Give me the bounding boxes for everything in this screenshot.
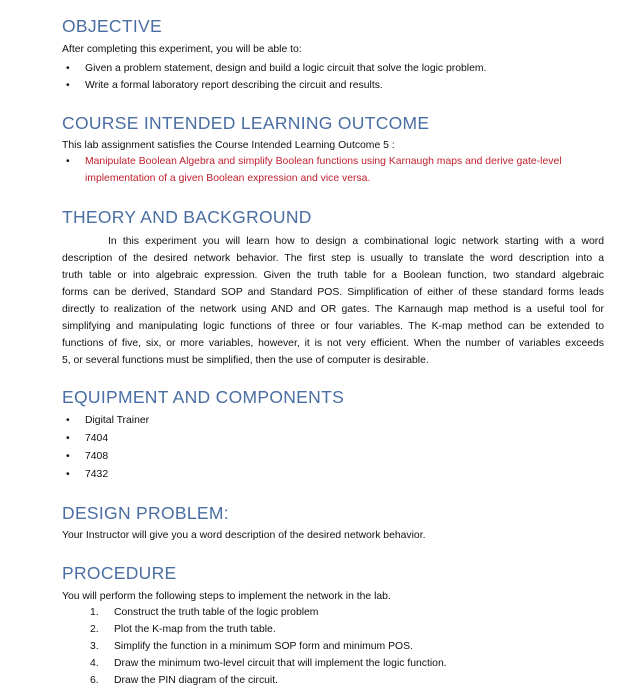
objective-intro: After completing this experiment, you will be able to: [62, 44, 302, 55]
paragraph-line: truth table or into algebraic expression. Given the truth table for a Boolean function, two standard algebraic [62, 270, 604, 281]
list-item [66, 80, 383, 91]
procedure-heading: PROCEDURE [62, 563, 177, 583]
step-number: 6. [90, 675, 99, 686]
list-item [66, 415, 149, 426]
bullet-icon: • [66, 469, 70, 480]
list-item-text: Given a problem statement, design and build a logic circuit that solve the logic problem. [85, 63, 487, 74]
cilo-intro: This lab assignment satisfies the Course Intended Learning Outcome 5 : [62, 140, 395, 151]
step-text: Construct the truth table of the logic problem [114, 607, 319, 618]
step-text: Draw the minimum two-level circuit that will implement the logic function. [114, 658, 447, 669]
paragraph-line: simplifying and manipulating logic functions of three or four variables. The K-map method can be extended to [62, 321, 604, 332]
procedure-step [90, 641, 413, 652]
list-item [66, 433, 108, 444]
equipment-heading: EQUIPMENT AND COMPONENTS [62, 387, 345, 407]
step-text: Draw the PIN diagram of the circuit. [114, 675, 279, 686]
bullet-icon: • [66, 63, 70, 74]
bullet-icon: • [66, 80, 70, 91]
step-number: 3. [90, 641, 99, 652]
design-heading: DESIGN PROBLEM: [62, 503, 229, 523]
list-item-text: Digital Trainer [85, 415, 150, 426]
procedure-intro: You will perform the following steps to implement the network in the lab. [62, 591, 391, 602]
bullet-icon: • [66, 156, 70, 167]
objective-heading: OBJECTIVE [62, 16, 162, 36]
cilo-heading: COURSE INTENDED LEARNING OUTCOME [62, 113, 430, 133]
bullet-icon: • [66, 433, 70, 444]
paragraph-line: forms can be derived, Standard SOP and Standard POS. Simplification of either of these standard forms leads [62, 287, 604, 298]
bullet-icon: • [66, 451, 70, 462]
list-item-continuation: implementation of a given Boolean expression and vice versa. [85, 173, 371, 184]
procedure-step [90, 607, 318, 618]
list-item-text: 7432 [85, 469, 109, 480]
procedure-step [90, 675, 278, 686]
step-number: 2. [90, 624, 99, 635]
paragraph-line: directly to realization of the network using AND and OR gates. The Karnaugh map method is a useful tool for [62, 304, 604, 315]
paragraph-line: 5, or several functions must be simplified, then the use of computer is desirable. [62, 355, 429, 366]
step-number: 1. [90, 607, 99, 618]
design-text: Your Instructor will give you a word description of the desired network behavior. [62, 530, 426, 541]
theory-heading: THEORY AND BACKGROUND [62, 207, 312, 227]
list-item-text: 7408 [85, 451, 109, 462]
step-text: Simplify the function in a minimum SOP form and minimum POS. [114, 641, 413, 652]
paragraph-line: In this experiment you will learn how to design a combinational logic network starting with a word [108, 236, 604, 247]
bullet-icon: • [66, 415, 70, 426]
list-item-text: Manipulate Boolean Algebra and simplify Boolean functions using Karnaugh maps and derive gate-level [85, 156, 562, 167]
paragraph-line: functions of five, six, or more variables, however, it is not very efficient. When the number of variables exceeds [62, 338, 604, 349]
list-item [66, 156, 562, 167]
step-number: 4. [90, 658, 99, 669]
procedure-step [90, 624, 276, 635]
list-item [66, 469, 108, 480]
list-item [66, 63, 486, 74]
paragraph-line: description of the desired network behavior. The first step is usually to translate the word description into a [62, 253, 604, 264]
list-item-text: 7404 [85, 433, 109, 444]
list-item [66, 451, 108, 462]
procedure-step [90, 658, 447, 669]
step-text: Plot the K-map from the truth table. [114, 624, 276, 635]
list-item-text: Write a formal laboratory report describing the circuit and results. [85, 80, 383, 91]
